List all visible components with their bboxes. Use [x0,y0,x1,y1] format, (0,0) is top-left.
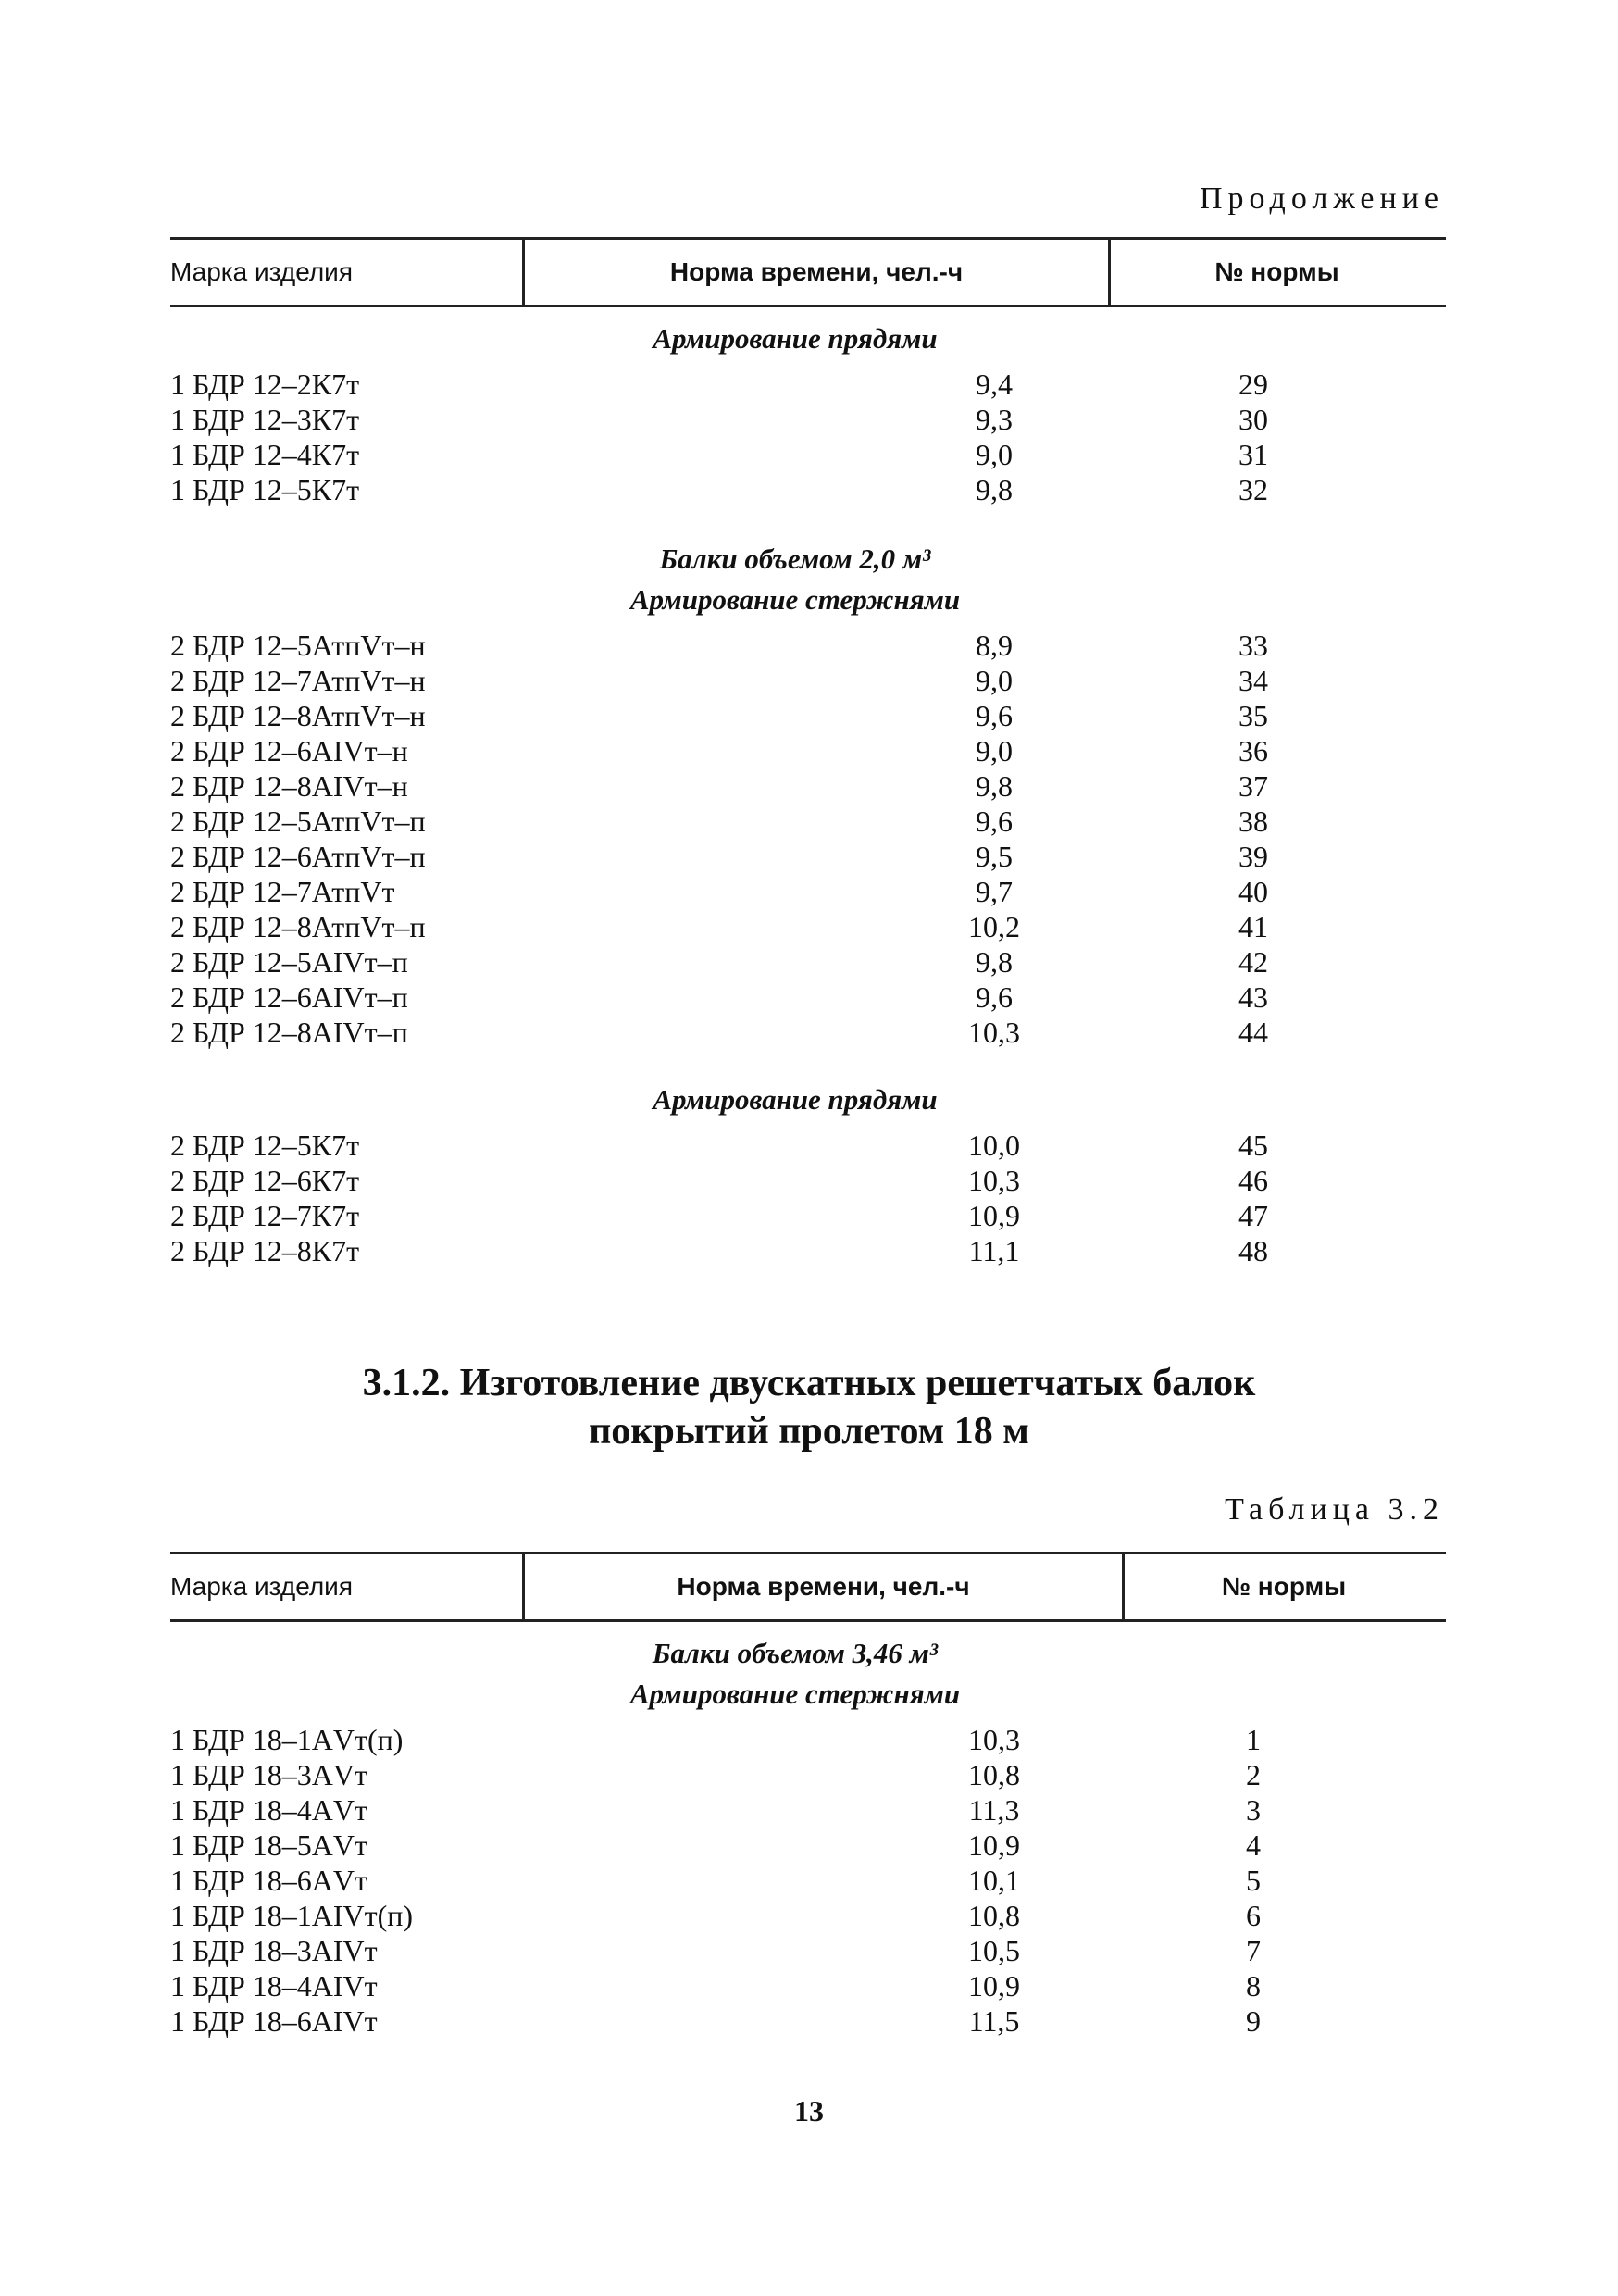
table-row [170,628,1446,663]
norm-number: 9 [1246,2004,1261,2038]
norm-number: 35 [1238,699,1268,732]
product-mark: 1 БДР 12–3К7т [170,403,360,436]
product-mark: 1 БДР 12–4К7т [170,438,360,471]
section-heading: Балки объемом 3,46 м³ [652,1637,939,1669]
product-mark: 1 БДР 18–1АIVт(п) [170,1899,414,1932]
table-row [170,1757,1446,1792]
section-title [0,1359,1618,1455]
norm-time-value: 10,2 [968,910,1020,943]
norm-time-value: 9,0 [976,664,1013,697]
norm-number: 31 [1238,438,1268,471]
product-mark: 1 БДР 18–5АVт [170,1828,367,1862]
norm-number: 32 [1238,473,1268,506]
table-row [170,1933,1446,1968]
product-mark: 2 БДР 12–8АтпVт–п [170,910,426,943]
table-row [170,839,1446,874]
product-mark: 2 БДР 12–8АтпVт–н [170,699,426,732]
norm-time-value: 10,1 [968,1864,1020,1897]
section-heading: Армирование прядями [653,1083,938,1116]
norm-time-value: 10,0 [968,1129,1020,1162]
product-mark: 2 БДР 12–7АтпVт–н [170,664,426,697]
norm-number: 44 [1238,1016,1268,1049]
norm-time-value: 10,3 [968,1016,1020,1049]
norm-number: 5 [1246,1864,1261,1897]
norm-number: 3 [1246,1793,1261,1827]
column-header-mark: Марка изделия [170,1572,353,1601]
table-row [170,1792,1446,1828]
column-header-norm-time: Норма времени, чел.-ч [522,240,1111,305]
product-mark: 1 БДР 18–4АIVт [170,1969,378,2003]
norm-number: 30 [1238,403,1268,436]
norm-number: 8 [1246,1969,1261,2003]
product-mark: 2 БДР 12–7К7т [170,1199,360,1232]
table-row [170,1898,1446,1933]
table-row [170,909,1446,944]
table-row [170,733,1446,768]
product-mark: 1 БДР 18–1АVт(п) [170,1723,404,1756]
norm-time-value: 9,0 [976,734,1013,767]
norm-number: 7 [1246,1934,1261,1967]
norm-time-value: 11,1 [968,1234,1020,1267]
norm-number: 45 [1238,1129,1268,1162]
norm-number: 34 [1238,664,1268,697]
norm-time-value: 9,6 [976,980,1013,1014]
table-3-2 [170,1552,1446,2039]
product-mark: 2 БДР 12–8К7т [170,1234,360,1267]
section-heading: Армирование стержнями [629,1678,961,1710]
table-row [170,472,1446,507]
norm-number: 1 [1246,1723,1261,1756]
column-header-norm-time: Норма времени, чел.-ч [522,1554,1125,1619]
column-header-mark: Марка изделия [170,257,353,286]
table-row [170,2003,1446,2039]
norm-number: 4 [1246,1828,1261,1862]
product-mark: 1 БДР 12–5К7т [170,473,360,506]
product-mark: 2 БДР 12–8АIVт–н [170,769,408,803]
norm-number: 38 [1238,805,1268,838]
norm-number: 47 [1238,1199,1268,1232]
product-mark: 1 БДР 18–6АVт [170,1864,367,1897]
product-mark: 2 БДР 12–5АтпVт–п [170,805,426,838]
table-body [170,1635,1446,2039]
table-continuation [170,237,1446,1268]
norm-number: 40 [1238,875,1268,908]
norm-number: 6 [1246,1899,1261,1932]
column-header-norm-number: № нормы [1214,257,1339,286]
norm-time-value: 10,5 [968,1934,1020,1967]
product-mark: 1 БДР 12–2К7т [170,368,360,401]
norm-number: 41 [1238,910,1268,943]
table-row [170,944,1446,980]
norm-number: 37 [1238,769,1268,803]
product-mark: 1 БДР 18–3АIVт [170,1934,378,1967]
norm-number: 29 [1238,368,1268,401]
norm-time-value: 10,9 [968,1828,1020,1862]
norm-number: 43 [1238,980,1268,1014]
table-row [170,1015,1446,1050]
norm-number: 2 [1246,1758,1261,1791]
section-heading: Балки объемом 2,0 м³ [659,543,931,575]
norm-time-value: 9,5 [976,840,1013,873]
table-body [170,320,1446,1268]
table-row [170,402,1446,437]
norm-time-value: 9,8 [976,769,1013,803]
norm-number: 42 [1238,945,1268,979]
product-mark: 2 БДР 12–6АIVт–п [170,980,408,1014]
norm-number: 36 [1238,734,1268,767]
product-mark: 1 БДР 18–3АVт [170,1758,367,1791]
product-mark: 2 БДР 12–7АтпVт [170,875,395,908]
norm-time-value: 9,6 [976,805,1013,838]
table-row [170,1863,1446,1898]
table-header [170,237,1446,307]
norm-time-value: 11,3 [968,1793,1020,1827]
product-mark: 2 БДР 12–5АтпVт–н [170,629,426,662]
table-row [170,437,1446,472]
section-title-line-1: 3.1.2. Изготовление двускатных решетчатых балок [362,1362,1256,1404]
norm-time-value: 10,8 [968,1758,1020,1791]
table-row [170,1233,1446,1268]
product-mark: 2 БДР 12–5К7т [170,1129,360,1162]
norm-number: 33 [1238,629,1268,662]
norm-time-value: 9,6 [976,699,1013,732]
norm-number: 48 [1238,1234,1268,1267]
column-header-norm-number: № нормы [1221,1572,1347,1601]
table-row [170,804,1446,839]
page-number: 13 [794,2094,824,2128]
product-mark: 2 БДР 12–6К7т [170,1164,360,1197]
table-row [170,698,1446,733]
table-row [170,367,1446,402]
norm-time-value: 10,3 [968,1164,1020,1197]
table-label: Таблица 3.2 [1225,1492,1444,1527]
norm-time-value: 9,8 [976,473,1013,506]
product-mark: 2 БДР 12–8АIVт–п [170,1016,408,1049]
product-mark: 2 БДР 12–6АтпVт–п [170,840,426,873]
table-header [170,1552,1446,1622]
norm-number: 39 [1238,840,1268,873]
norm-time-value: 10,9 [968,1969,1020,2003]
norm-time-value: 10,9 [968,1199,1020,1232]
continuation-label: Продолжение [1199,181,1444,216]
table-row [170,980,1446,1015]
norm-number: 46 [1238,1164,1268,1197]
table-row [170,1163,1446,1198]
table-row [170,663,1446,698]
norm-time-value: 9,7 [976,875,1013,908]
norm-time-value: 8,9 [976,629,1013,662]
table-row [170,768,1446,804]
norm-time-value: 10,3 [968,1723,1020,1756]
norm-time-value: 9,8 [976,945,1013,979]
table-row [170,1968,1446,2003]
table-row [170,874,1446,909]
norm-time-value: 10,8 [968,1899,1020,1932]
section-title-line-2: покрытий пролетом 18 м [589,1410,1029,1453]
product-mark: 1 БДР 18–4АVт [170,1793,367,1827]
norm-time-value: 9,3 [976,403,1013,436]
norm-time-value: 11,5 [968,2004,1020,2038]
table-row [170,1722,1446,1757]
product-mark: 2 БДР 12–6АIVт–н [170,734,408,767]
norm-time-value: 9,0 [976,438,1013,471]
norm-time-value: 9,4 [976,368,1013,401]
table-row [170,1198,1446,1233]
section-heading: Армирование прядями [653,322,938,355]
product-mark: 1 БДР 18–6АIVт [170,2004,378,2038]
table-row [170,1828,1446,1863]
product-mark: 2 БДР 12–5АIVт–п [170,945,408,979]
table-row [170,1128,1446,1163]
section-heading: Армирование стержнями [629,583,961,616]
